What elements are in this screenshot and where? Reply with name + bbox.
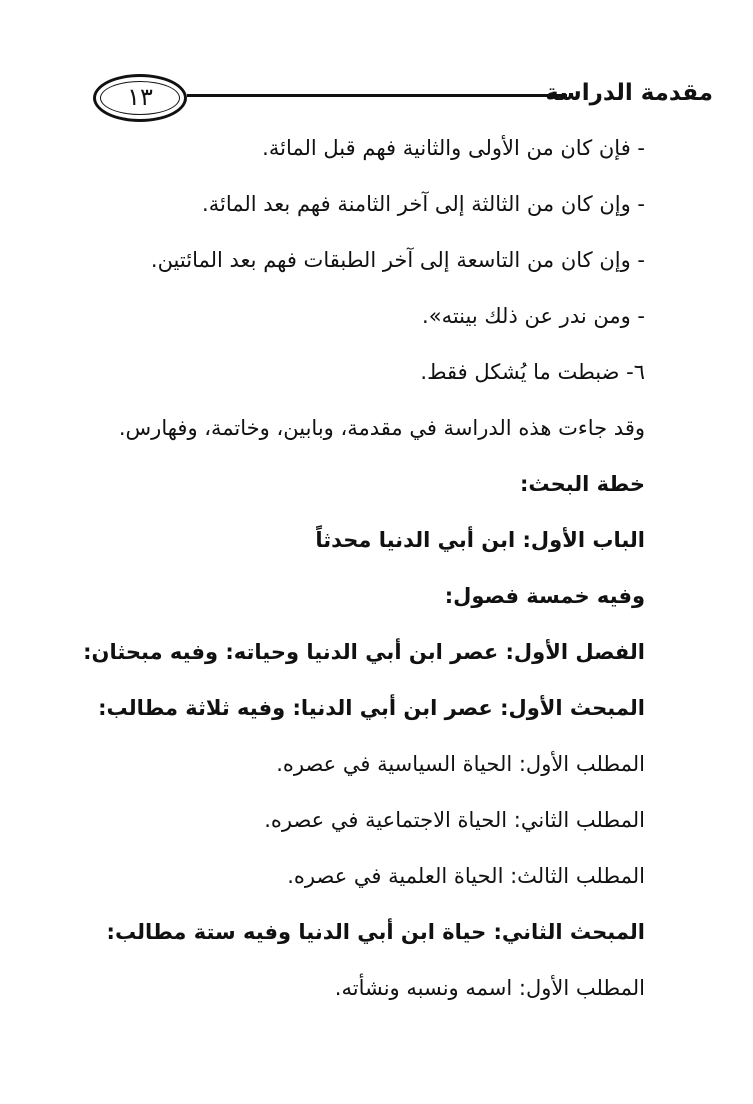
text-line: ٦- ضبطت ما يُشكل فقط. — [420, 360, 645, 384]
text-line: - فإن كان من الأولى والثانية فهم قبل المائة. — [262, 136, 645, 160]
text-line: المطلب الأول: اسمه ونسبه ونشأته. — [334, 976, 645, 1000]
text-line: - وإن كان من التاسعة إلى آخر الطبقات فهم بعد المائتين. — [150, 248, 645, 272]
header-rule — [187, 94, 567, 97]
body-text — [85, 120, 645, 1016]
page-header — [93, 74, 713, 126]
section-heading: وفيه خمسة فصول: — [444, 584, 645, 608]
text-line: - وإن كان من الثالثة إلى آخر الثامنة فهم بعد المائة. — [202, 192, 645, 216]
section-heading: المبحث الأول: عصر ابن أبي الدنيا: وفيه ثلاثة مطالب: — [98, 696, 645, 720]
text-line: المطلب الأول: الحياة السياسية في عصره. — [276, 752, 645, 776]
text-line: المطلب الثاني: الحياة الاجتماعية في عصره. — [264, 808, 645, 832]
text-line: - ومن ندر عن ذلك بينته». — [422, 304, 645, 328]
text-line: المطلب الثالث: الحياة العلمية في عصره. — [287, 864, 645, 888]
chapter-heading: الباب الأول: ابن أبي الدنيا محدثاً — [315, 528, 645, 552]
text-line: وقد جاءت هذه الدراسة في مقدمة، وبابين، وخاتمة، وفهارس. — [118, 416, 645, 440]
section-heading: المبحث الثاني: حياة ابن أبي الدنيا وفيه ستة مطالب: — [106, 920, 645, 944]
page-number: ١٣ — [127, 83, 153, 111]
running-title: مقدمة الدراسة — [545, 80, 713, 106]
section-heading: خطة البحث: — [519, 472, 645, 496]
section-heading: الفصل الأول: عصر ابن أبي الدنيا وحياته: وفيه مبحثان: — [83, 640, 645, 664]
